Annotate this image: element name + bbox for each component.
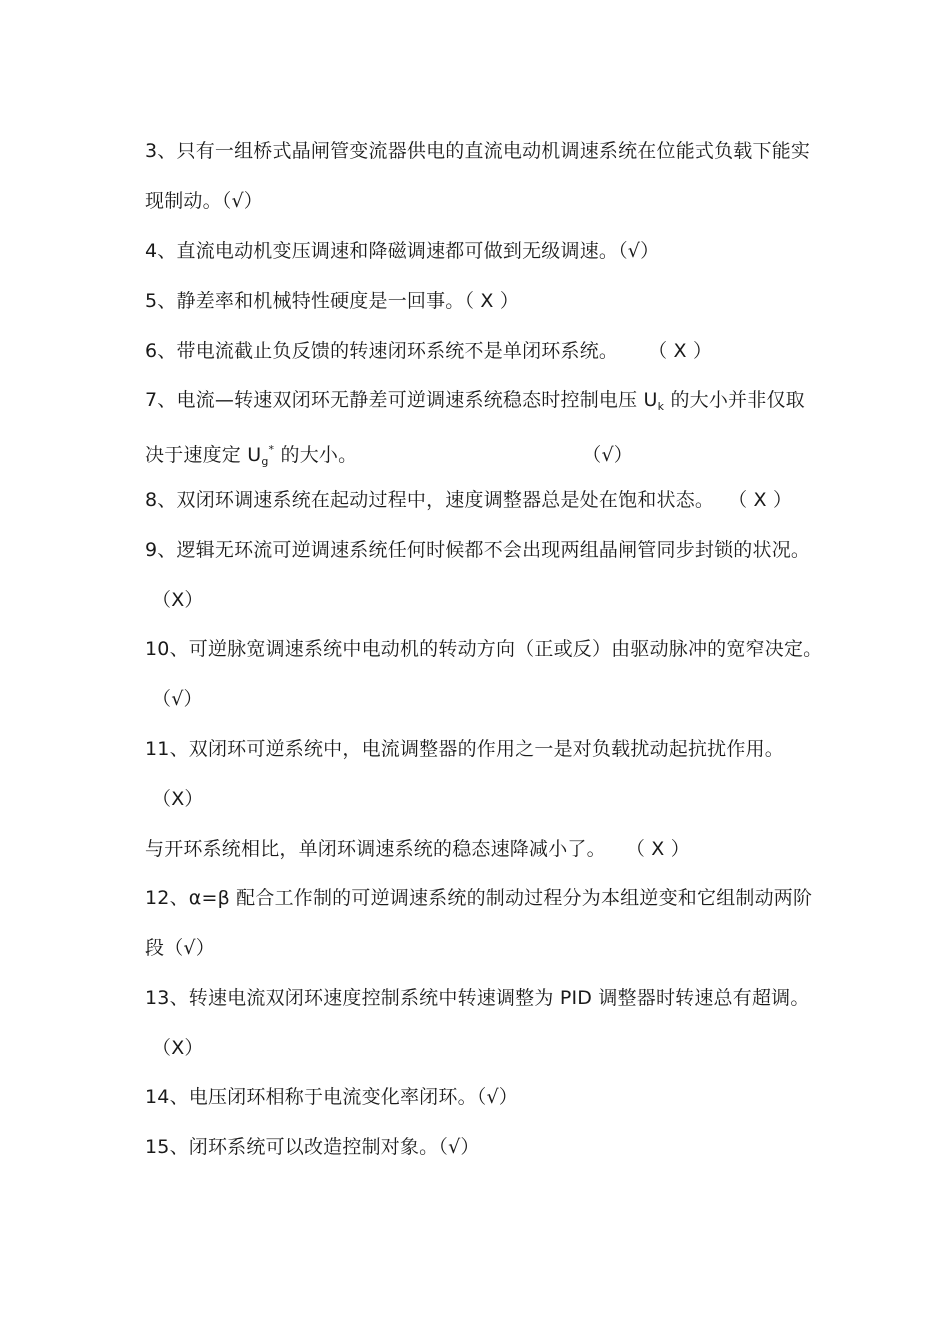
question-7-text-d: 的大小。: [274, 444, 358, 466]
extra-question: [145, 837, 690, 861]
question-12-line-1: 12、α=β 配合工作制的可逆调速系统的制动过程分为本组逆变和它组制动两阶: [145, 887, 813, 909]
question-10-answer: （√）: [152, 688, 203, 710]
question-7-text-b: 的大小并非仅取: [664, 389, 805, 411]
question-3-line-2: 现制动。（√）: [145, 190, 264, 212]
question-7-text-c: 决于速度定 U: [145, 444, 262, 466]
subscript-g: g: [261, 455, 269, 468]
question-9-answer: （X）: [152, 589, 204, 611]
question-11-line-1: 11、双闭环可逆系统中，电流调整器的作用之一是对负载扰动起抗扰作用。: [145, 738, 784, 760]
question-8-answer: （ X ）: [728, 489, 793, 511]
question-3-line-1: 3、只有一组桥式晶闸管变流器供电的直流电动机调速系统在位能式负载下能实: [145, 140, 811, 162]
extra-question-text: 与开环系统相比，单闭环调速系统的稳态速降减小了。: [145, 838, 606, 860]
question-6-answer: （ X ）: [648, 340, 713, 362]
question-13-line-1: 13、转速电流双闭环速度控制系统中转速调整为 PID 调整器时转速总有超调。: [145, 987, 810, 1009]
superscript-star: *: [268, 443, 275, 456]
subscript-k: k: [657, 400, 665, 413]
question-8: [145, 488, 792, 512]
question-14: 14、电压闭环相称于电流变化率闭环。（√）: [145, 1086, 518, 1108]
question-7-answer: （√）: [582, 444, 634, 466]
question-12-line-2: 段（√）: [145, 937, 215, 959]
extra-question-answer: （ X ）: [625, 838, 690, 860]
question-8-text: 8、双闭环调速系统在起动过程中，速度调整器总是处在饱和状态。: [145, 489, 715, 511]
question-6-text: 6、带电流截止负反馈的转速闭环系统不是单闭环系统。: [145, 340, 619, 362]
question-4: 4、直流电动机变压调速和降磁调速都可做到无级调速。（√）: [145, 240, 660, 262]
question-7-text-a: 7、电流—转速双闭环无静差可逆调速系统稳态时控制电压 U: [145, 389, 658, 411]
question-9-line-1: 9、逻辑无环流可逆调速系统任何时候都不会出现两组晶闸管同步封锁的状况。: [145, 539, 811, 561]
question-7-line-1: [145, 388, 805, 419]
question-7-line-2: [145, 438, 633, 474]
question-13-answer: （X）: [152, 1037, 204, 1059]
question-15: 15、闭环系统可以改造控制对象。（√）: [145, 1136, 480, 1158]
question-11-answer: （X）: [152, 788, 204, 810]
question-6: [145, 339, 712, 363]
question-10-line-1: 10、可逆脉宽调速系统中电动机的转动方向（正或反）由驱动脉冲的宽窄决定。: [145, 638, 823, 660]
question-5: 5、静差率和机械特性硬度是一回事。（ X ）: [145, 290, 520, 312]
